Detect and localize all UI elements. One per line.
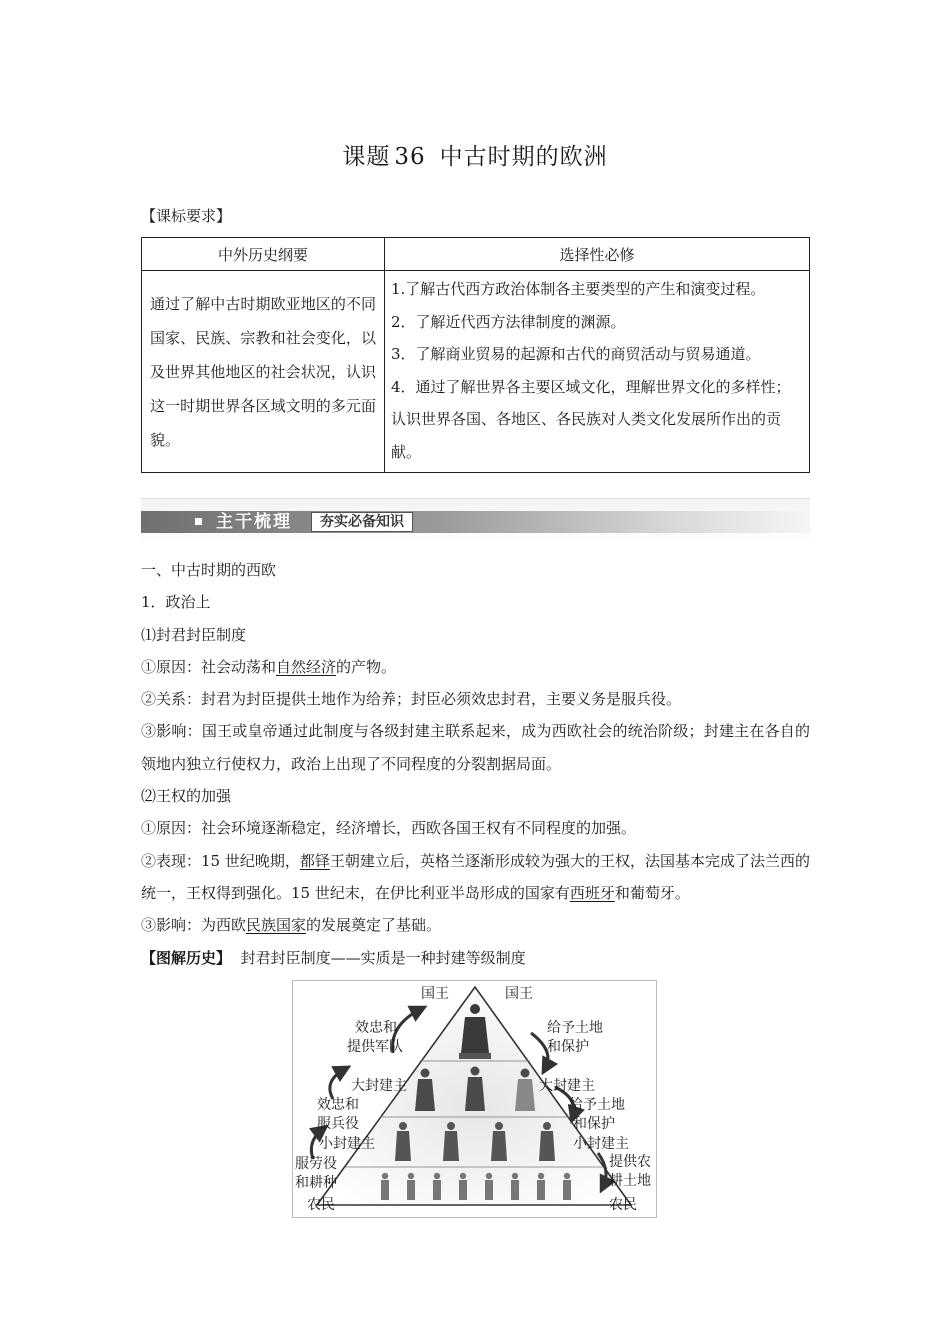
section-heading: 一、中古时期的西欧 — [141, 561, 277, 579]
paragraph-reason: ①原因：社会环境逐渐稳定，经济增长，西欧各国王权有不同程度的加强。 — [141, 819, 637, 838]
title-prefix: 课题 — [342, 144, 391, 170]
label-grant-land-1: 给予土地 — [547, 1020, 603, 1036]
label-loyalty-service-1: 效忠和 — [317, 1097, 359, 1113]
banner-title: 主干梳理 — [216, 512, 292, 532]
underlined-term: 自然经济 — [276, 657, 337, 676]
underlined-term: 都铎 — [299, 851, 330, 870]
requirements-table — [141, 237, 810, 473]
elective-item: 2．了解近代西方法律制度的渊源。 — [391, 312, 626, 331]
elective-item: 1.了解古代西方政治体制各主要类型的产生和演变过程。 — [391, 280, 766, 298]
column-header-elective: 选择性必修 — [385, 238, 810, 271]
banner-bar — [141, 511, 810, 533]
paragraph-impact: ③影响：国王或皇帝通过此制度与各级封建主联系起来，成为西欧社会的统治阶级；封建主在各自的领地内独立行使权力，政治上出现了不同程度的分裂割据局面。 — [141, 722, 810, 773]
item-heading: ⑴封君封臣制度 — [141, 625, 247, 644]
main-content — [141, 554, 810, 974]
section-banner — [141, 498, 810, 547]
label-peasant-right: 农民 — [609, 1197, 637, 1213]
label-small-lord-left: 小封建主 — [319, 1136, 375, 1152]
title-number: 36 — [394, 144, 426, 170]
elective-requirements — [385, 271, 810, 473]
table-row — [142, 271, 810, 473]
paragraph-relation: ②关系：封君为封臣提供土地作为给养；封臣必须效忠封君，主要义务是服兵役。 — [141, 690, 682, 709]
item-heading: ⑵王权的加强 — [141, 787, 232, 806]
paragraph-reason: ①原因：社会动荡和自然经济的产物。 — [141, 657, 397, 676]
label-labor-farming-2: 和耕种 — [295, 1175, 337, 1191]
label-labor-farming-1: 服劳役 — [295, 1156, 337, 1172]
label-provide-land-1: 提供农 — [609, 1154, 651, 1170]
elective-item: 3．了解商业贸易的起源和古代的商贸活动与贸易通道。 — [391, 345, 761, 363]
feudal-pyramid-diagram — [292, 980, 657, 1218]
banner-subtitle: 夯实必备知识 — [311, 512, 413, 532]
subsection-heading: 1．政治上 — [141, 593, 211, 612]
label-king-right: 国王 — [505, 986, 533, 1002]
label-loyalty-army-1: 效忠和 — [355, 1020, 397, 1036]
square-bullet-icon — [195, 518, 202, 525]
title-text: 中古时期的欧洲 — [439, 144, 608, 170]
requirements-label: 【课标要求】 — [141, 207, 232, 225]
label-grant-protect-1: 给予土地 — [569, 1097, 625, 1113]
label-loyalty-service-2: 服兵役 — [317, 1116, 359, 1132]
paragraph-impact: ③影响：为西欧民族国家的发展奠定了基础。 — [141, 916, 442, 935]
label-king-left: 国王 — [421, 986, 449, 1002]
underlined-term: 民族国家 — [246, 916, 307, 935]
label-grant-protect-2: 和保护 — [573, 1116, 615, 1132]
label-provide-land-2: 耕土地 — [609, 1173, 651, 1189]
table-header-row — [142, 238, 810, 271]
label-loyalty-army-2: 提供军队 — [347, 1039, 403, 1055]
column-header-outline: 中外历史纲要 — [142, 238, 385, 271]
underlined-term: 西班牙 — [569, 883, 615, 902]
outline-requirement: 通过了解中古时期欧亚地区的不同国家、民族、宗教和社会变化，以及世界其他地区的社会状况，认识这一时期世界各区域文明的多元面貌。 — [142, 271, 385, 473]
page-title — [0, 138, 950, 171]
label-great-lord-left: 大封建主 — [351, 1078, 407, 1094]
label-grant-land-2: 和保护 — [547, 1039, 589, 1055]
label-small-lord-right: 小封建主 — [573, 1136, 629, 1152]
label-great-lord-right: 大封建主 — [539, 1078, 595, 1094]
elective-item: 4．通过了解世界各主要区域文化，理解世界文化的多样性；认识世界各国、各地区、各民族对人类文化发展所作出的贡献。 — [391, 377, 791, 461]
paragraph-performance: ②表现：15 世纪晚期，都铎王朝建立后，英格兰逐渐形成较为强大的王权，法国基本完成了法兰西的统一，王权得到强化。15 世纪末，在伊比利亚半岛形成的国家有西班牙和葡萄牙。 — [141, 851, 810, 902]
label-peasant-left: 农民 — [307, 1197, 335, 1213]
diagram-caption: 【图解历史】 封君封臣制度——实质是一种封建等级制度 — [141, 948, 526, 967]
